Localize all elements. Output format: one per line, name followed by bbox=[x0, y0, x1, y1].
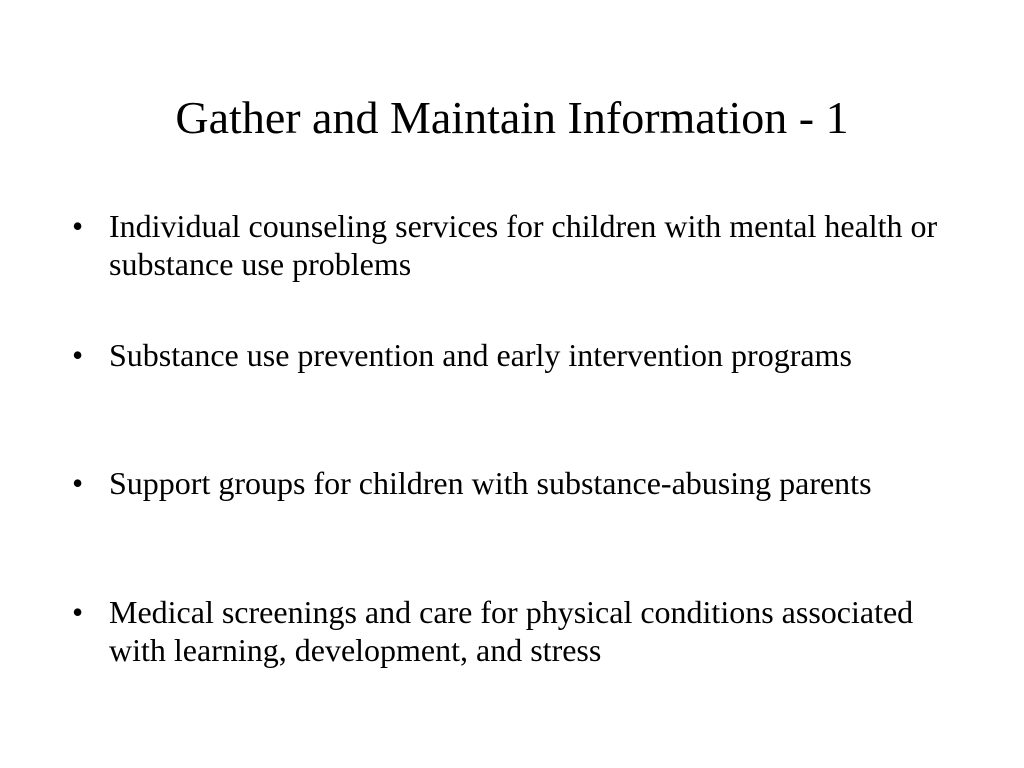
bullet-point-icon: • bbox=[72, 594, 84, 630]
bullet-item bbox=[72, 464, 972, 502]
bullet-text: Support groups for children with substance-abusing parents bbox=[109, 465, 872, 501]
bullet-text: Individual counseling services for children with mental health or substance use problems bbox=[109, 208, 938, 282]
bullet-point-icon: • bbox=[72, 465, 84, 501]
bullet-text: Medical screenings and care for physical conditions associated with learning, development, and stress bbox=[109, 594, 914, 668]
bullet-text: Substance use prevention and early intervention programs bbox=[109, 337, 852, 373]
slide-title: Gather and Maintain Information - 1 bbox=[175, 92, 849, 143]
bullet-item bbox=[72, 593, 972, 669]
bullet-item bbox=[72, 336, 972, 374]
bullet-point-icon: • bbox=[72, 337, 84, 373]
bullet-item bbox=[72, 207, 972, 283]
bullet-point-icon: • bbox=[72, 208, 84, 244]
